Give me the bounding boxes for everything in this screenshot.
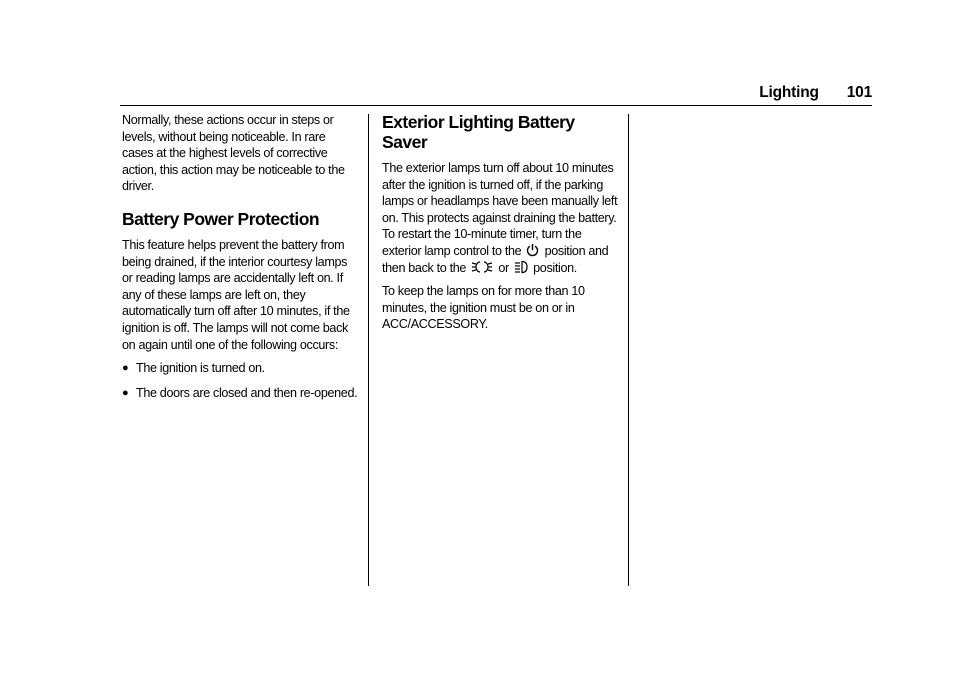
column-divider-right — [628, 114, 629, 586]
battery-saver-text-3: or — [498, 260, 509, 275]
page-number: 101 — [846, 84, 872, 101]
list-item — [122, 360, 358, 377]
keep-lamps-on-paragraph: To keep the lamps on for more than 10 minutes, the ignition must be on or in ACC/ACCESSORY. — [382, 284, 585, 332]
column-divider-left — [368, 114, 369, 586]
conditions-list — [122, 360, 358, 401]
battery-power-protection-paragraph: This feature helps prevent the battery from being drained, if the interior courtesy lamps or reading lamps are accidentally left on. If any of these lamps are left on, they automatically turn off after 10 minutes, if the ignition is off. The lamps will not come back on again until one of the following occurs: — [122, 237, 350, 352]
battery-saver-heading: Exterior Lighting Battery Saver — [382, 112, 575, 152]
bullet-icon: ● — [122, 386, 129, 399]
battery-saver-text-4: position. — [533, 260, 577, 275]
battery-power-protection-heading: Battery Power Protection — [122, 208, 320, 229]
page-header — [759, 84, 872, 102]
intro-paragraph: Normally, these actions occur in steps or levels, without being noticeable. In rare cases at the highest levels of corrective action, this action may be noticeable to the driver. — [122, 113, 345, 194]
list-item-text: The ignition is turned on. — [136, 361, 265, 376]
battery-saver-text-2: position and then back to the — [382, 243, 609, 275]
bullet-icon: ● — [122, 362, 129, 375]
battery-saver-text-1: The exterior lamps turn off about 10 minutes after the ignition is turned off, if the parking lamps or headlamps have been manually left on. This protects against draining the battery. To restart the 10-minute timer, turn the exterior lamp control to the — [382, 161, 618, 258]
column-left — [122, 112, 358, 409]
list-item-text: The doors are closed and then re-opened. — [136, 385, 358, 400]
list-item — [122, 385, 358, 402]
power-off-icon — [526, 243, 539, 257]
column-middle — [382, 112, 618, 340]
parking-lamps-icon — [471, 260, 493, 274]
headlamps-icon — [514, 260, 528, 274]
section-title: Lighting — [759, 84, 819, 101]
header-divider — [120, 105, 872, 106]
battery-saver-paragraph — [382, 160, 618, 276]
